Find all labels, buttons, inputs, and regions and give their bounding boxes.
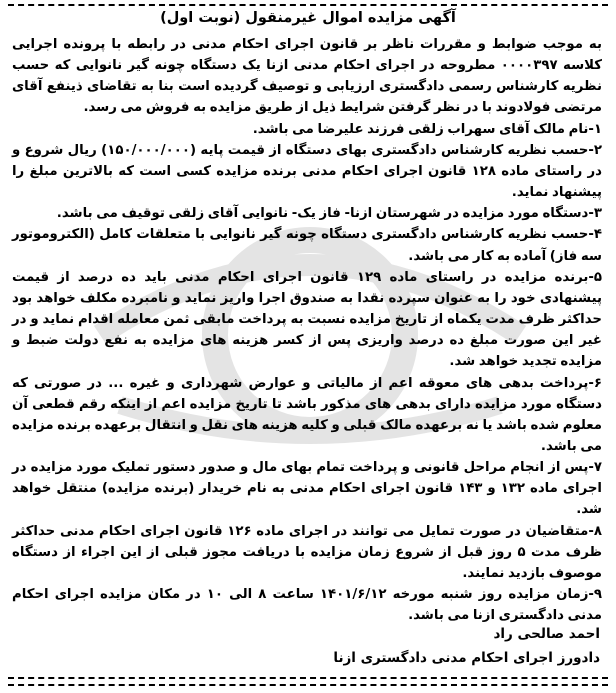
clause-7: ۷-پس از انجام مراحل قانونی و پرداخت تمام بهای مال و صدور دستور تملیک مورد مزایده در اجرای ماده ۱۳۲ و ۱۴۳ قانون اجرای احکام مدنی به نام خریدار (برنده مزایده) منتقل خواهد شد. (12, 460, 602, 518)
notice-intro: به موجب ضوابط و مقررات ناظر بر قانون اجرای احکام مدنی در رابطه با پرونده اجرایی کلاسه ۰۰۰۰۳۹۷ مطروحه در اجرای احکام مدنی ازنا یک دستگاه چونه گیر نانوایی که حسب نظریه کارشناس رسمی دادگستری ارزیابی و توصیف گردیده است بنا به تقاضای ذینفع آقای مرتضی فولادوند با در نظر گرفتن شرایط ذیل از طریق مزایده به فروش می رسد. (12, 37, 602, 116)
clause-1: ۱-نام مالک آقای سهراب زلقی فرزند علیرضا می باشد. (252, 121, 602, 137)
clause-4: ۴-حسب نظریه کارشناس دادگستری دستگاه چونه گیر نانوایی با متعلقات کامل (الکتروموتور سه فاز) آماده به کار می باشد. (12, 227, 602, 264)
signatory-name: احمد صالحی راد (493, 626, 600, 642)
clause-6: ۶-پرداخت بدهی های معوقه اعم از مالیاتی و عوارض شهرداری و غیره ... در صورتی که دستگاه مورد مزایده دارای بدهی های مذکور باشد تا تاریخ مزایده اعم از اینکه رقم قطعی آن معلوم شده باشد یا نه برعهده مالک قبلی و کلیه هزینه های نقل و انتقال برعهده برنده مزایده می باشد. (12, 375, 602, 454)
clause-5: ۵-برنده مزایده در راستای ماده ۱۲۹ قانون اجرای احکام مدنی باید ده درصد از قیمت پیشنهادی خود را به عنوان سپرده نقدا به صندوق اجرا واریز نماید و نامبرده مکلف خواهد بود حداکثر ظرف مدت یکماه از تاریخ مزایده نسبت به پرداخت مابقی ثمن معامله اقدام نماید و در غیر این صورت مبلغ ده درصد واریزی پس از کسر هزینه های مزایده به نفع دولت ضبط و مزایده تجدید خواهد شد. (12, 269, 602, 370)
bottom-divider (8, 677, 608, 679)
notice-title: آگهی مزایده اموال غیرمنقول (نوبت اول) (160, 10, 456, 26)
top-divider (8, 4, 608, 6)
clause-9: ۹-زمان مزایده روز شنبه مورخه ۱۴۰۱/۶/۱۲ ساعت ۸ الی ۱۰ در مکان مزایده اجرای احکام مدنی دادگستری ازنا می باشد. (12, 587, 602, 624)
signatory-title: دادورز اجرای احکام مدنی دادگستری ازنا (333, 650, 600, 666)
bottom-divider-2 (8, 684, 608, 686)
clause-3: ۳-دستگاه مورد مزایده در شهرستان ازنا- فاز یک- نانوایی آقای زلقی توقیف می باشد. (56, 206, 602, 222)
notice-body (12, 34, 602, 626)
clause-8: ۸-متقاضیان در صورت تمایل می توانند در اجرای ماده ۱۲۶ قانون اجرای احکام مدنی حداکثر ظرف مدت ۵ روز قبل از شروع زمان مزایده با دریافت مجوز قبلی از این اجراء از دستگاه موصوف بازدید نمایند. (12, 523, 603, 581)
clause-2: ۲-حسب نظریه کارشناس دادگستری بهای دستگاه از قیمت پایه (۱۵۰/۰۰۰/۰۰۰) ریال شروع و در راستای ماده ۱۲۸ قانون اجرای احکام مدنی برنده مزایده کسی است که بالاترین مبلغ را پیشنهاد نماید. (12, 142, 602, 201)
